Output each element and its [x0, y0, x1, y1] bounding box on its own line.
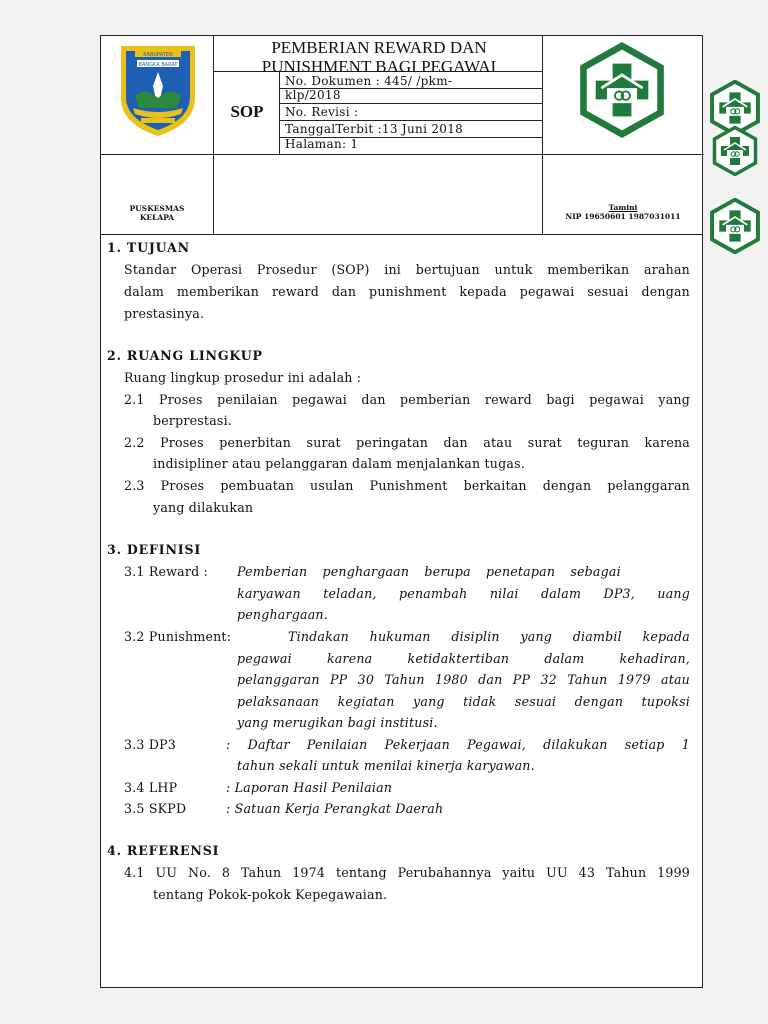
section-tujuan-heading: 1. TUJUAN — [107, 240, 190, 255]
sop-label: SOP — [230, 102, 264, 121]
revision-number: No. Revisi : — [285, 105, 359, 119]
signer-name: Tamini — [608, 203, 638, 212]
organization-name: PUSKESMAS KELAPA — [129, 204, 185, 222]
page-number: Halaman: 1 — [285, 137, 359, 151]
issue-date: TanggalTerbit :13 Juni 2018 — [285, 122, 464, 136]
section-referensi-heading: 4. REFERENSI — [107, 843, 220, 858]
definition-punishment-term: 3.2 Punishment: — [124, 629, 232, 644]
document-number: No. Dokumen : 445/ /pkm- klp/2018 — [285, 74, 453, 102]
puskesmas-logo-icon — [707, 198, 763, 254]
signer-nip: NIP 19650601 1987031011 — [565, 212, 681, 221]
definition-dp3-term: 3.3 DP3 — [124, 737, 177, 752]
section-ruang-lingkup-heading: 2. RUANG LINGKUP — [107, 348, 263, 363]
puskesmas-logo-icon — [707, 126, 763, 176]
section-definisi-heading: 3. DEFINISI — [107, 542, 202, 557]
document-header — [101, 36, 702, 235]
definition-lhp-term: 3.4 LHP — [124, 780, 178, 795]
document-title — [216, 38, 542, 76]
title-line-1: PEMBERIAN REWARD DAN — [271, 38, 487, 57]
definition-reward-term: 3.1 Reward : — [124, 564, 208, 579]
svg-text:KABUPATEN: KABUPATEN — [143, 52, 173, 58]
title-line-2: PUNISHMENT BAGI PEGAWAI — [261, 57, 497, 76]
definition-skpd-term: 3.5 SKPD — [124, 801, 187, 816]
sop-document-page: KABUPATEN BANGKA BARAT PEMBERIAN REWARD DAN PUNISHMENT BAGI PEGAWAI SOP No. Dokumen : 445/ /pkm- klp/2018 No. Revisi : TanggalTerbit :13 Juni 2018 Halaman: 1 PUSKESMAS KELAPA Tamini NIP 19650601 1987031011 1. TUJUAN Standar Operasi Prosedur (SOP) ini bertujuan untuk memberikan arahan dalam memberikan reward dan punishment kepada pegawai sesuai dengan prestasinya. 2. RUANG LINGKUP Ruang lingkup prosedur ini adalah : 2.1 Proses penilaian pegawai dan pemberian reward bagi pegawai yang berprestasi. 2.2 Proses penerbitan surat peringatan dan atau surat teguran karena indisipliner atau pelanggaran dalam menjalankan tugas. 2.3 Proses pembuatan usulan Punishment berkaitan dengan pelanggaran yang dilakukan 3. DEFINISI 3.1 Reward : Pemberian penghargaan berupa penetapan sebagai karyawan teladan, penambah nilai dalam DP3, uang penghargaan. 3.2 Punishment: Tindakan hukuman disiplin yang diambil kepada pegawai karena ketidaktertiban dalam kehadiran, pelanggaran PP 30 Tahun 1980 dan PP 32 Tahun 1979 atau pelaksanaan kegiatan yang tidak sesuai dengan tupoksi yang merugikan bagi institusi. 3.3 DP3 : Daftar Penilaian Pekerjaan Pegawai, dilakukan setiap 1 tahun sekali untuk menilai kinerja karyawan. 3.4 LHP : Laporan Hasil Penilaian 3.5 SKPD : Satuan Kerja Perangkat Daerah 4. REFERENSI 4.1 UU No. 8 Tahun 1974 tentang Perubahannya yaitu UU 43 Tahun 1999 tentang Pokok-pokok Kepegawaian. — [100, 35, 703, 988]
signature-block — [542, 203, 704, 221]
svg-text:BANGKA BARAT: BANGKA BARAT — [138, 62, 178, 68]
puskesmas-logo-icon — [575, 42, 669, 138]
kabupaten-emblem-icon — [115, 42, 201, 138]
